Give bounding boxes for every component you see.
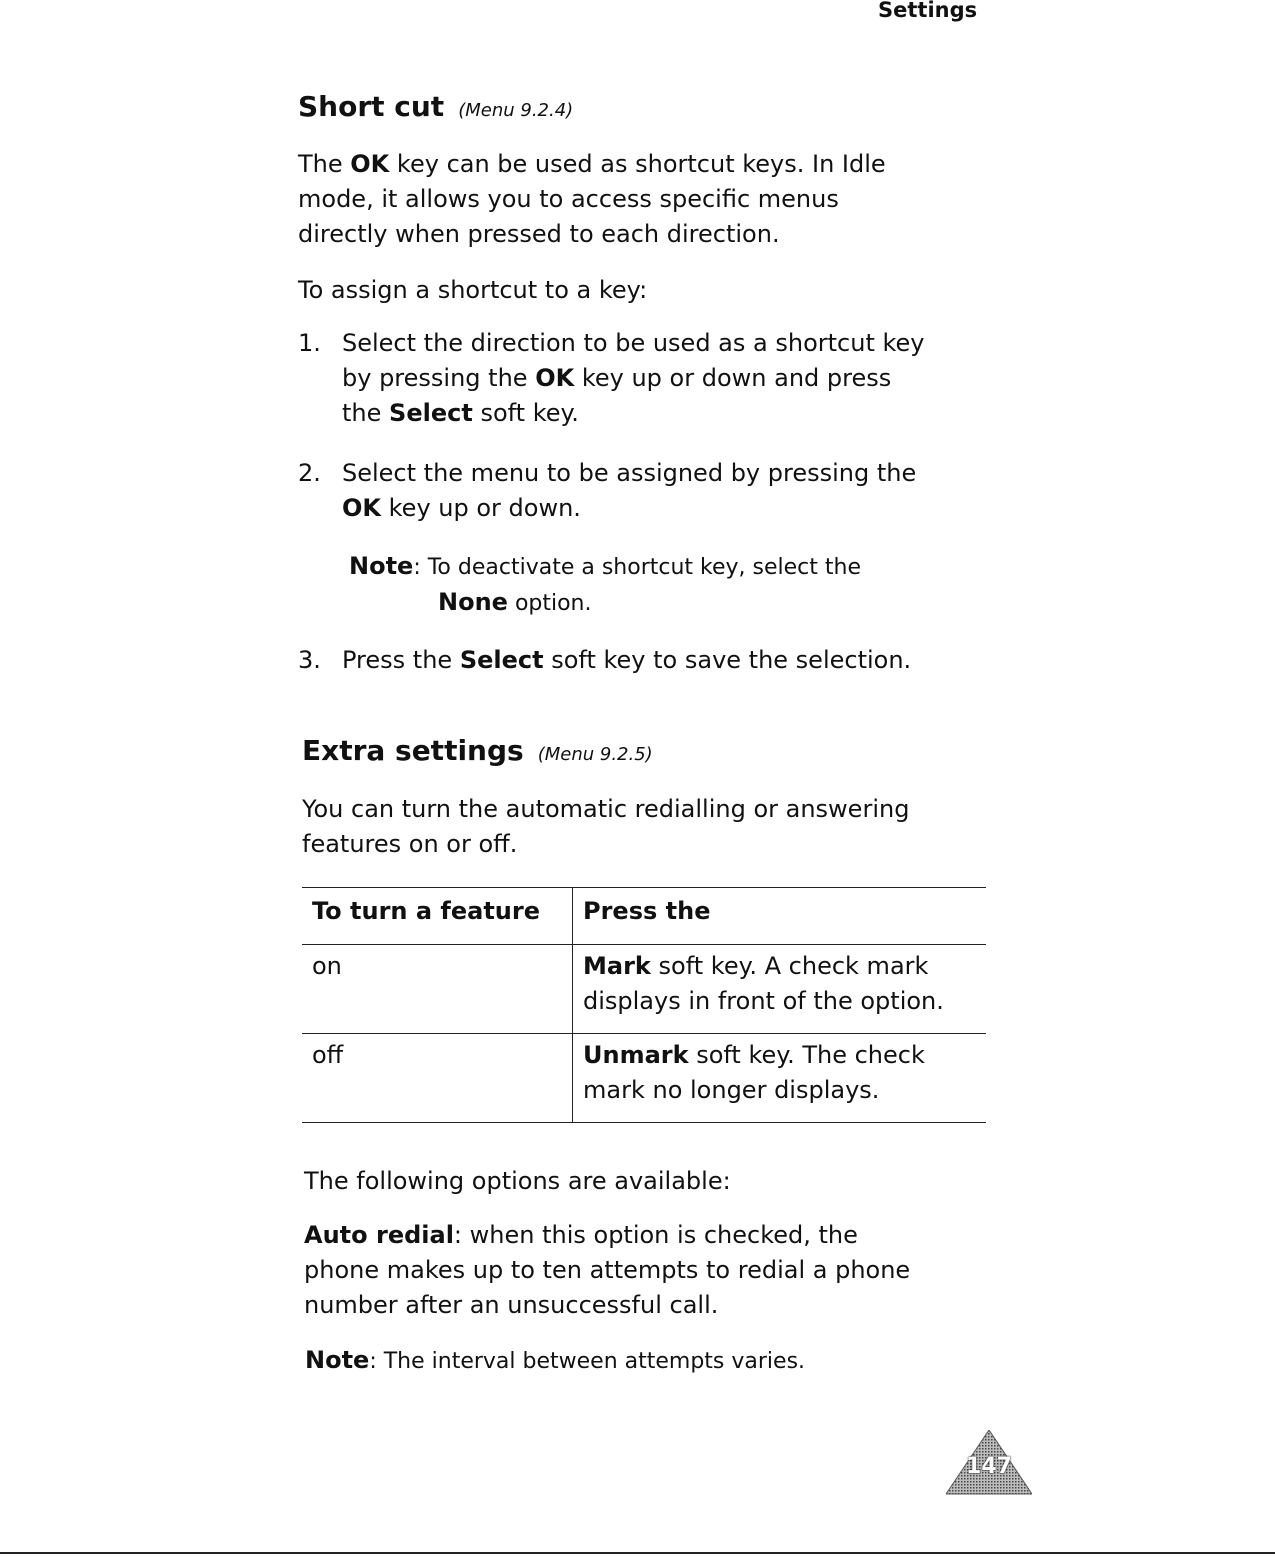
note-text: option. bbox=[514, 591, 592, 616]
note-label: Note bbox=[349, 552, 414, 580]
step-text: Select the menu to be assigned by pressing the bbox=[342, 459, 917, 487]
shortcut-intro bbox=[298, 147, 886, 252]
auto-redial-description bbox=[304, 1218, 910, 1323]
step-number: 3. bbox=[298, 646, 321, 674]
footer-rule bbox=[0, 1552, 1275, 1554]
table-cell-action bbox=[573, 1034, 987, 1123]
step-text: the bbox=[342, 399, 382, 427]
intro-text: key can be used as shortcut keys. In Idle bbox=[396, 150, 886, 178]
note-label: Note bbox=[305, 1346, 370, 1374]
intro-text: directly when pressed to each direction. bbox=[298, 220, 780, 248]
step-text: Press the bbox=[342, 646, 453, 674]
table-header-row bbox=[302, 888, 986, 945]
running-header: Settings bbox=[878, 0, 978, 22]
step-text: by pressing the bbox=[342, 364, 528, 392]
feature-table bbox=[302, 887, 986, 1123]
page-number: 147 bbox=[966, 1454, 1012, 1479]
cell-text: soft key. The check bbox=[696, 1041, 925, 1069]
table-cell-action bbox=[573, 945, 987, 1034]
select-key-label: Select bbox=[459, 646, 544, 674]
table-row bbox=[302, 1034, 986, 1123]
intro-text: You can turn the automatic redialling or answering bbox=[302, 795, 910, 823]
options-intro: The following options are available: bbox=[304, 1167, 731, 1195]
redial-note bbox=[305, 1343, 805, 1379]
step-text: key up or down and press bbox=[581, 364, 892, 392]
option-text: : when this option is checked, the bbox=[453, 1221, 858, 1249]
step-number: 2. bbox=[298, 459, 321, 487]
table-header-cell: Press the bbox=[573, 888, 987, 945]
cell-text: mark no longer displays. bbox=[583, 1076, 880, 1104]
mark-key-label: Mark bbox=[583, 952, 651, 980]
extra-intro bbox=[302, 792, 909, 862]
note-text: : The interval between attempts varies. bbox=[369, 1349, 806, 1374]
ok-key-label: OK bbox=[342, 494, 381, 522]
step-number: 1. bbox=[298, 329, 321, 357]
step-2 bbox=[298, 456, 916, 526]
shortcut-note bbox=[349, 549, 861, 621]
step-text: soft key. bbox=[480, 399, 579, 427]
step-3 bbox=[298, 643, 911, 678]
option-text: number after an unsuccessful call. bbox=[304, 1291, 719, 1319]
select-key-label: Select bbox=[389, 399, 473, 427]
table-row bbox=[302, 945, 986, 1034]
intro-text: features on or off. bbox=[302, 830, 518, 858]
option-text: phone makes up to ten attempts to redial a phone bbox=[304, 1256, 911, 1284]
intro-text: The bbox=[298, 150, 343, 178]
step-text: key up or down. bbox=[388, 494, 581, 522]
cell-text: soft key. A check mark bbox=[658, 952, 929, 980]
cell-text: displays in front of the option. bbox=[583, 987, 944, 1015]
page-number-badge bbox=[946, 1430, 1032, 1496]
shortcut-menu-ref: (Menu 9.2.4) bbox=[458, 100, 574, 121]
assign-instruction: To assign a shortcut to a key: bbox=[298, 276, 648, 304]
unmark-key-label: Unmark bbox=[583, 1041, 689, 1069]
table-cell-feature: off bbox=[302, 1034, 573, 1123]
ok-key-label: OK bbox=[535, 364, 575, 392]
intro-text: mode, it allows you to access specific menus bbox=[298, 185, 839, 213]
note-text: : To deactivate a shortcut key, select the bbox=[413, 555, 861, 580]
table-cell-feature: on bbox=[302, 945, 573, 1034]
step-text: soft key to save the selection. bbox=[551, 646, 912, 674]
auto-redial-label: Auto redial bbox=[304, 1221, 454, 1249]
step-text: Select the direction to be used as a shortcut key bbox=[342, 329, 925, 357]
extra-settings-menu-ref: (Menu 9.2.5) bbox=[537, 744, 653, 765]
extra-settings-title: Extra settings bbox=[302, 734, 524, 767]
shortcut-heading bbox=[298, 90, 573, 123]
shortcut-title: Short cut bbox=[298, 90, 445, 123]
step-1 bbox=[298, 326, 925, 431]
extra-settings-heading bbox=[302, 734, 653, 767]
table-header-cell: To turn a feature bbox=[302, 888, 573, 945]
none-option-label: None bbox=[438, 588, 508, 616]
ok-key-label: OK bbox=[350, 150, 390, 178]
